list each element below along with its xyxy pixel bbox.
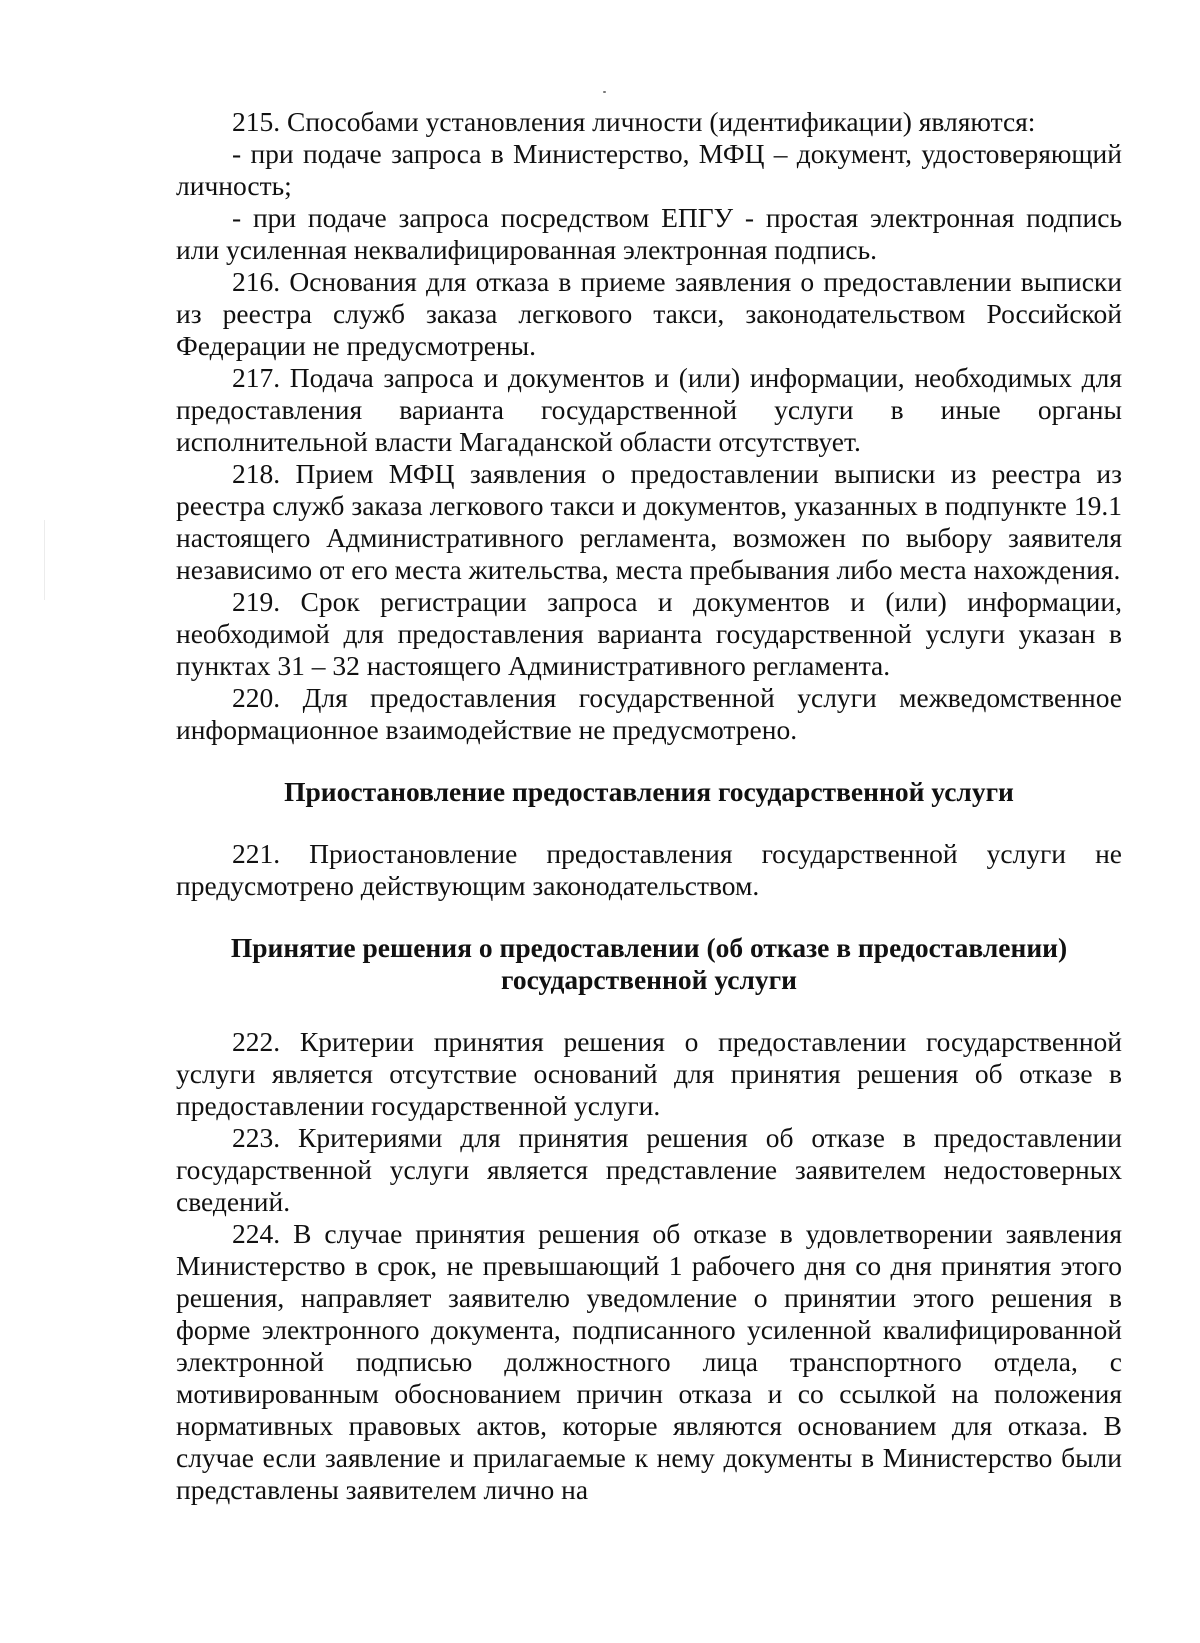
paragraph-224: 224. В случае принятия решения об отказе в удовлетворении заявления Министерство в срок, не превышающий 1 рабочего дня со дня принятия этого решения, направляет заявителю уведомление о принятии этого решения в форме электронного документа, подписанного усиленной квалифицированной электронной подписью должностного лица транспортного отдела, с мотивированным обоснованием причин отказа и со ссылкой на положения нормативных правовых актов, которые являются основанием для отказа. В случае если заявление и прилагаемые к нему документы в Министерство были представлены заявителем лично на bbox=[176, 1218, 1122, 1505]
scan-speck bbox=[603, 91, 606, 93]
scan-edge-shadow bbox=[44, 520, 45, 600]
list-item-epgu: - при подаче запроса посредством ЕПГУ - простая электронная подпись или усиленная неквалифицированная электронная подпись. bbox=[176, 202, 1122, 265]
paragraph-222: 222. Критерии принятия решения о предоставлении государственной услуги является отсутствие оснований для принятия решения об отказе в предоставлении государственной услуги. bbox=[176, 1026, 1122, 1121]
paragraph-220: 220. Для предоставления государственной услуги межведомственное информационное взаимодействие не предусмотрено. bbox=[176, 682, 1122, 745]
section-heading-decision-line-1: Принятие решения о предоставлении (об отказе в предоставлении) bbox=[230, 932, 1068, 963]
section-heading-suspension: Приостановление предоставления государственной услуги bbox=[284, 776, 1014, 807]
spacer bbox=[176, 996, 1122, 1026]
paragraph-215: 215. Способами установления личности (идентификации) являются: bbox=[232, 106, 1036, 137]
paragraph-223: 223. Критериями для принятия решения об отказе в предоставлении государственной услуги является представление заявителем недостоверных сведений. bbox=[176, 1122, 1122, 1217]
spacer bbox=[176, 746, 1122, 776]
paragraph-218: 218. Прием МФЦ заявления о предоставлении выписки из реестра из реестра служб заказа легкового такси и документов, указанных в подпункте 19.1 настоящего Административного регламента, возможен по выбору заявителя независимо от его места жительства, места пребывания либо места нахождения. bbox=[176, 458, 1122, 585]
spacer bbox=[176, 902, 1122, 932]
list-item-mfc: - при подаче запроса в Министерство, МФЦ – документ, удостоверяющий личность; bbox=[176, 138, 1122, 201]
spacer bbox=[176, 808, 1122, 838]
paragraph-217: 217. Подача запроса и документов и (или) информации, необходимых для предоставления варианта государственной услуги в иные органы исполнительной власти Магаданской области отсутствует. bbox=[176, 362, 1122, 457]
document-page bbox=[176, 106, 1122, 1506]
section-heading-decision-line-2: государственной услуги bbox=[501, 964, 797, 995]
paragraph-219: 219. Срок регистрации запроса и документов и (или) информации, необходимой для предоставления варианта государственной услуги указан в пунктах 31 – 32 настоящего Административного регламента. bbox=[176, 586, 1122, 681]
paragraph-221: 221. Приостановление предоставления государственной услуги не предусмотрено действующим законодательством. bbox=[176, 838, 1122, 901]
paragraph-216: 216. Основания для отказа в приеме заявления о предоставлении выписки из реестра служб заказа легкового такси, законодательством Российской Федерации не предусмотрены. bbox=[176, 266, 1122, 361]
